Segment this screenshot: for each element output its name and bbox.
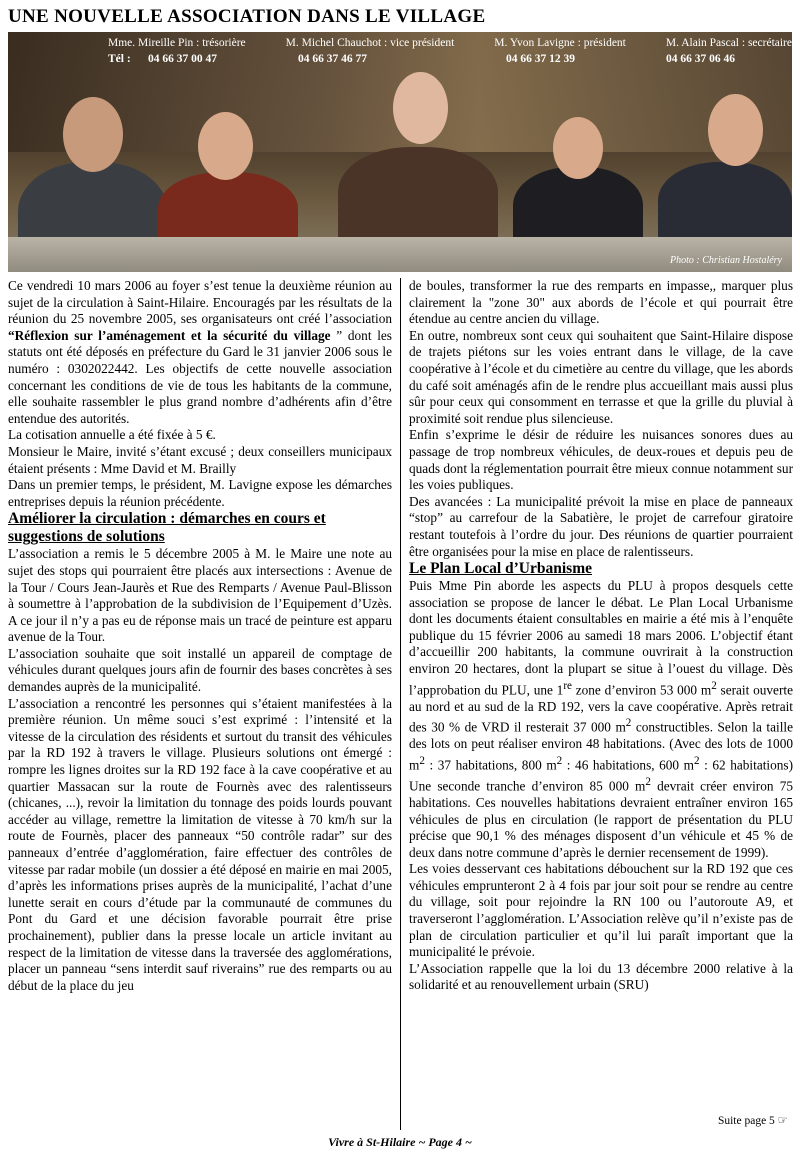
paragraph: En outre, nombreux sont ceux qui souhaitent que Saint-Hilaire dispose de trajets piétons sur les voies entrant dans le village, de la cave coopérative à l’école et du cimetière au centre du village, que les abords du café soit aménagés afin de le rendre plus accueillant mais aussi plus sûr pour ceux qui consomment en terrasse et que la grille du pluvial à proximité soit rendue plus silencieuse. <box>409 327 793 426</box>
photo-credit: Photo : Christian Hostaléry <box>670 255 782 266</box>
article-headline: UNE NOUVELLE ASSOCIATION DANS LE VILLAGE <box>8 6 486 27</box>
person-head <box>393 72 448 144</box>
caption-phone: 04 66 37 12 39 <box>506 53 575 65</box>
paragraph: de boules, transformer la rue des remparts en impasse,, marquer plus clairement la "zone 30" aux abords de l’école et qui pourrait être étendue au centre ancien du village. <box>409 278 793 327</box>
paragraph: Ce vendredi 10 mars 2006 au foyer s’est tenue la deuxième réunion au sujet de la circulation à Saint-Hilaire. Encouragés par les résultats de la réunion du 25 novembre 2005, ses organisateurs ont créé l’association “Réflexion sur l’aménagement et la sécurité du village ” dont les statuts ont été déposés en préfecture du Gard le 31 janvier 2006 sous le numéro : 0302022442. Les objectifs de cette nouvelle association concernant les conditions de vie de tous les habitants de la commune, elle souhaite rassembler le plus grand nombre d’adhérents afin d’être entendue des autorités. <box>8 278 392 426</box>
paragraph: La cotisation annuelle a été fixée à 5 €. <box>8 427 216 443</box>
caption-name: M. Yvon Lavigne : président <box>494 37 626 49</box>
section-heading: Le Plan Local d’Urbanisme <box>409 560 592 578</box>
paragraph: L’Association rappelle que la loi du 13 décembre 2000 relative à la solidarité et au renouvellement urbain (SRU) <box>409 960 793 993</box>
paragraph: L’association a rencontré les personnes qui s’étaient manifestées à la première réunion. Un même souci s’est exprimé : l’intensité et la vitesse de la circulation des résidents et surtout du transit des véhicules par la RD 192 à travers le village. Plusieurs solutions ont émergé : rompre les lignes droites sur la RD 192 face à la cave coopérative et au quartier Massacan sur la route de Fournès avec des ralentisseurs (chicanes, ...), revoir la limitation du tonnage des poids lourds pouvant accéder au village, remettre la limitation de vitesse à 70 km/h sur la route de Fournès, placer des panneaux “50 contrôle radar” sur des panneaux d’entrée d’agglomération, faire effectuer des contrôles de vitesse par radar mobile (un dossier a été déposé en mairie en mai 2005, d’après les informations prises auprès de la municipalité, l’achat d’une lunette serait en cours d’étude par la communauté de communes du Pont du Gard et une décision favorable pourrait être prise prochainement), publier dans la presse locale un article invitant au respect de la limitation de vitesse dans la traversée des agglomérations, placer un panneau “sens interdit sauf riverains” rue des remparts ou au début de la place du jeu <box>8 695 392 993</box>
person-head <box>63 97 123 172</box>
tel-label: Tél : <box>108 53 131 65</box>
section-heading: Améliorer la circulation : démarches en cours et suggestions de solutions <box>8 510 326 546</box>
paragraph: Les voies desservant ces habitations débouchent sur la RD 192 que ces véhicules emprunteront 2 à 4 fois par jour soit pour se rendre au centre du village, soit pour rejoindre la RN 100 ou l’autoroute A9, et traverseront l’agglomération. L’Association relève qu’il n’existe pas de plan de circulation particulier et qu’il lui paraît important que la municipalité le prévoie. <box>409 861 793 960</box>
paragraph: Dans un premier temps, le président, M. Lavigne expose les démarches entreprises depuis la réunion précédente. <box>8 477 392 509</box>
continued-link: Suite page 5 ☞ <box>717 1115 788 1127</box>
column-divider <box>400 278 401 1130</box>
paragraph: Puis Mme Pin aborde les aspects du PLU à propos desquels cette association se propose de lancer le débat. Le Plan Local Urbanisme dont les documents étaient consultables en mairie a été mis à l’enquête publique du 15 février 2006 au samedi 18 mars 2006. L’objectif étant d’accueillir 200 habitants, la commune ouvrirait à la construction environ 20 hectares, dont la plupart se situe à l’ouest du village. Dès l’approbation du PLU, une 1re zone d’environ 53 000 $m^2$ serait ouverte au nord et au sud de la RD 192, vers la cave coopérative. Après retrait des 30 % de VRD il resterait 37 000 $m^2$ constructibles. Selon la taille des lots on peut réaliser environ 48 habitations. (Avec des lots de 1000 $m^2$ : 37 habitations, 800 $m^2$ : 46 habitations, 600 $m^2$ : 62 habitations) Une seconde tranche d’environ 85 000 $m^2$ devrait créer environ 75 habitations. Ces nouvelles habitations devraient entraîner environ 165 véhicules de plus en circulation (le rapport de présentation du PLU précise que 90,1 % des ménages disposent d’un véhicule et 45 % de deux dans notre commune d’après le dernier recensement de 1999). <box>409 578 794 860</box>
caption-name: M. Michel Chauchot : vice président <box>285 37 455 49</box>
person-head <box>198 112 253 180</box>
caption-phone: 04 66 37 46 77 <box>298 53 367 65</box>
association-name: “Réflexion sur l’aménagement et la sécurité du village <box>8 327 331 343</box>
caption-phone: 04 66 37 06 46 <box>666 53 735 65</box>
caption-phone: 04 66 37 00 47 <box>148 53 217 65</box>
group-photo <box>8 32 792 272</box>
caption-names <box>108 37 792 49</box>
person-figure <box>338 147 498 247</box>
person-head <box>553 117 603 179</box>
left-column <box>8 278 392 994</box>
person-figure <box>658 162 792 247</box>
paragraph: L’association a remis le 5 décembre 2005 à M. le Maire une note au sujet des stops qui pourraient être placés aux intersections : Avenue de la Tour / Cours Jean-Jaurès et Rue des Remparts / Avenue Paul-Blisson à soumettre à l’approbation de la subdivision de l’Equipement d’Uzès. A ce jour il n’y a pas eu de réponse mais un tracé de peinture est apparu avenue de la Tour. <box>8 546 392 645</box>
caption-name: M. Alain Pascal : secrétaire <box>665 37 792 49</box>
paragraph: Enfin s’exprime le désir de réduire les nuisances sonores dues au passage de trop nombreux véhicules, de deux-roues et depuis peu de quads dont la réglementation pourrait être mieux connue notamment sur les voies publiques. <box>409 427 793 493</box>
paragraph: Monsieur le Maire, invité s’étant excusé ; deux conseillers municipaux étaient présents : Mme David et M. Brailly <box>8 443 392 476</box>
paragraph: L’association souhaite que soit installé un appareil de comptage de véhicules durant quelques jours afin de fournir des bases concrètes à ses demandes auprès de la municipalité. <box>8 645 392 695</box>
person-head <box>708 94 763 166</box>
right-column <box>409 278 793 994</box>
caption-name: Mme. Mireille Pin : trésorière <box>108 37 246 49</box>
paragraph: Des avancées : La municipalité prévoit la mise en place de panneaux “stop” au carrefour de la Sabatière, le projet de carrefour giratoire restant toutefois à l’ordre du jour. Des réunions de quartier pourraient être organisées pour la mise en place de ralentisseurs. <box>409 493 793 559</box>
page-footer: Vivre à St-Hilaire ~ Page 4 ~ <box>328 1135 472 1149</box>
